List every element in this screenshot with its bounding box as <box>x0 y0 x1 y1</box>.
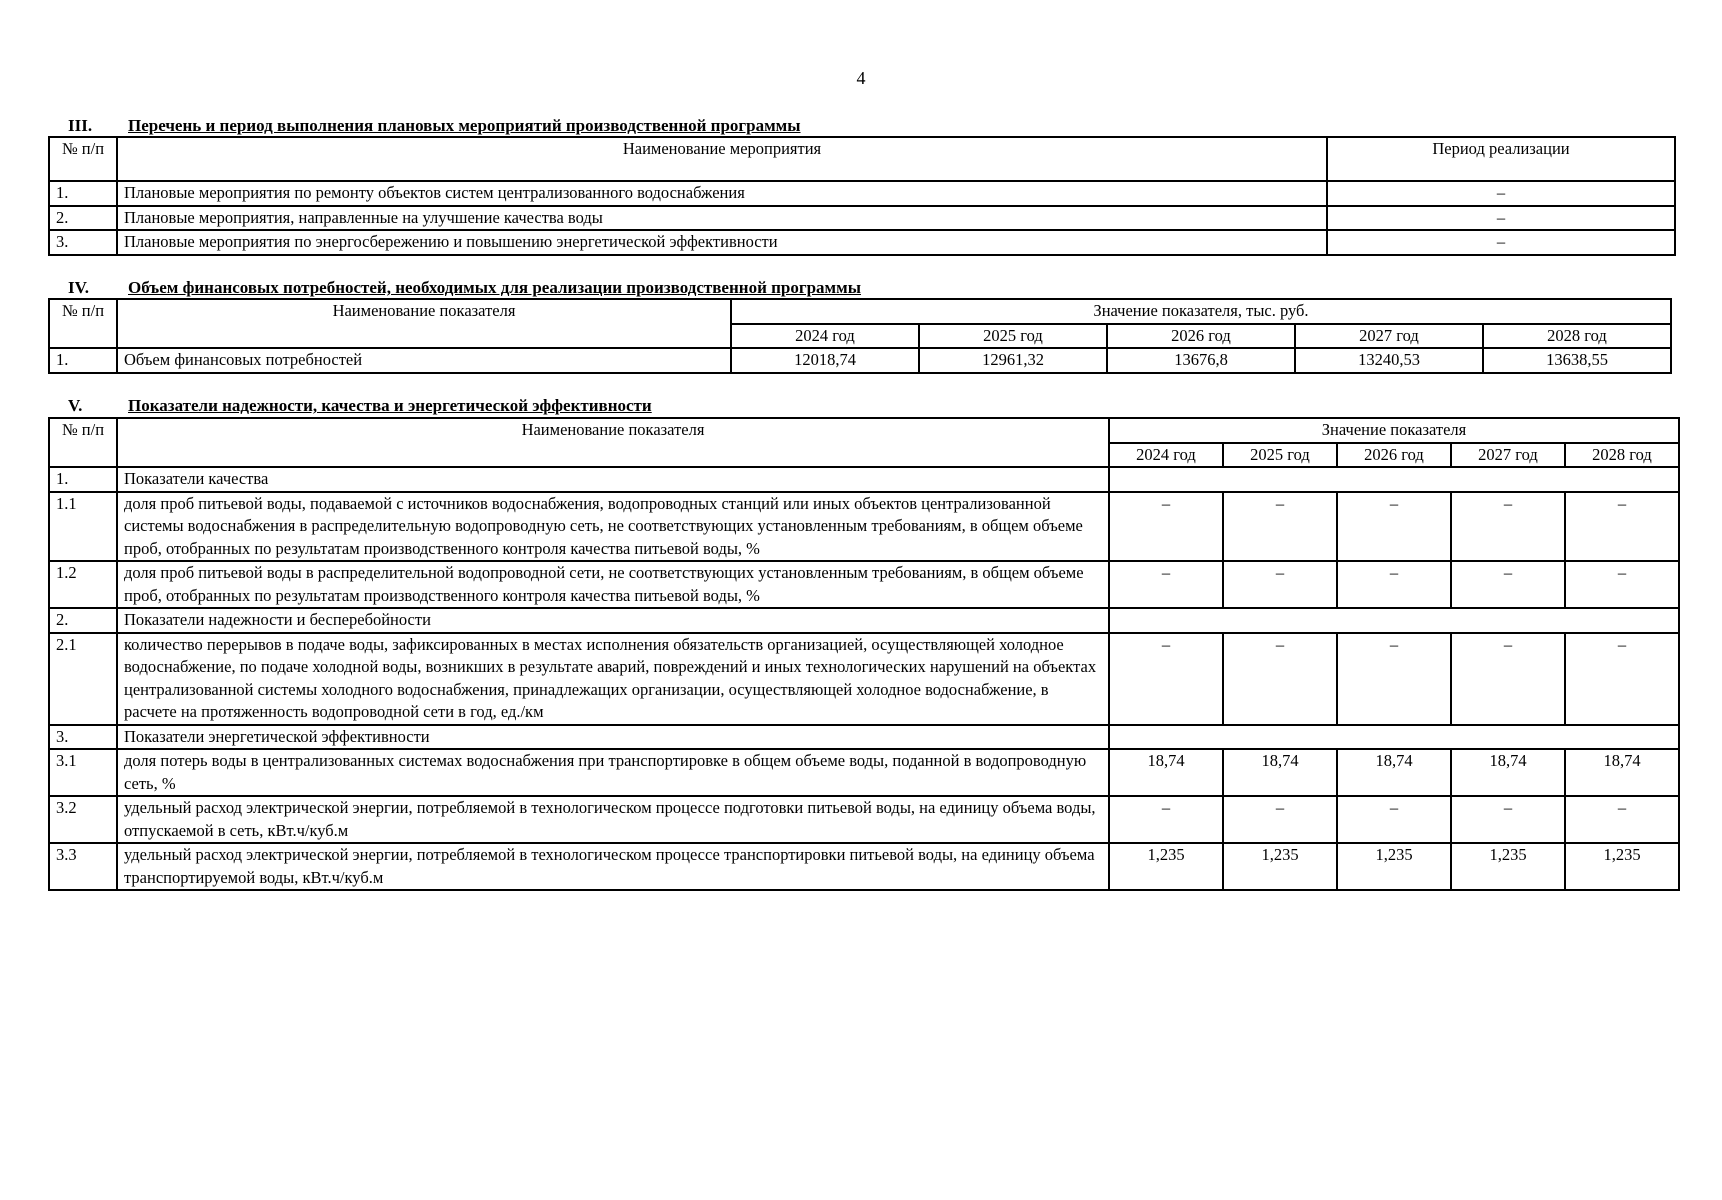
row-value: – <box>1109 796 1223 843</box>
header-value: Значение показателя, тыс. руб. <box>731 299 1671 324</box>
table-row <box>49 749 1679 796</box>
row-value: – <box>1337 492 1451 562</box>
row-num: 2. <box>49 206 117 231</box>
group-value-cell <box>1109 725 1679 750</box>
row-value: – <box>1451 633 1565 725</box>
header-period: Период реализации <box>1327 137 1675 181</box>
row-name: Показатели энергетической эффективности <box>117 725 1109 750</box>
row-period: – <box>1327 181 1675 206</box>
row-value: 18,74 <box>1109 749 1223 796</box>
row-value: – <box>1109 561 1223 608</box>
table-row <box>49 181 1675 206</box>
section-4-heading <box>68 278 861 298</box>
row-value: 1,235 <box>1565 843 1679 890</box>
row-value: 12018,74 <box>731 348 919 373</box>
row-value: – <box>1223 796 1337 843</box>
row-num: 3.2 <box>49 796 117 843</box>
row-value: 18,74 <box>1565 749 1679 796</box>
header-num: № п/п <box>49 137 117 181</box>
row-value: – <box>1223 492 1337 562</box>
row-name: Плановые мероприятия, направленные на улучшение качества воды <box>117 206 1327 231</box>
row-value: – <box>1109 633 1223 725</box>
header-num: № п/п <box>49 418 117 467</box>
row-value: 1,235 <box>1451 843 1565 890</box>
row-num: 1. <box>49 467 117 492</box>
header-name: Наименование мероприятия <box>117 137 1327 181</box>
table-row <box>49 561 1679 608</box>
row-name: удельный расход электрической энергии, потребляемой в технологическом процессе подготовки питьевой воды, на единицу объема воды, отпускаемой в сеть, кВт.ч/куб.м <box>117 796 1109 843</box>
row-value: – <box>1337 633 1451 725</box>
header-value: Значение показателя <box>1109 418 1679 443</box>
header-year: 2027 год <box>1451 443 1565 468</box>
row-name: доля проб питьевой воды в распределительной водопроводной сети, не соответствующих установленным требованиям, в общем объеме проб, отобранных по результатам производственного контроля качества питьевой воды, % <box>117 561 1109 608</box>
row-value: – <box>1337 561 1451 608</box>
group-value-cell <box>1109 608 1679 633</box>
row-value: 12961,32 <box>919 348 1107 373</box>
section-3-heading <box>68 116 801 136</box>
section-4-title: Объем финансовых потребностей, необходимых для реализации производственной программы <box>128 278 861 297</box>
row-num: 1. <box>49 181 117 206</box>
row-name: Плановые мероприятия по ремонту объектов систем централизованного водоснабжения <box>117 181 1327 206</box>
section-5-heading <box>68 396 652 416</box>
table-row <box>49 796 1679 843</box>
row-value: – <box>1223 633 1337 725</box>
row-num: 1.1 <box>49 492 117 562</box>
header-year: 2028 год <box>1565 443 1679 468</box>
row-num: 2. <box>49 608 117 633</box>
row-value: – <box>1451 492 1565 562</box>
group-row <box>49 725 1679 750</box>
table-row <box>49 492 1679 562</box>
row-period: – <box>1327 206 1675 231</box>
row-value: 1,235 <box>1223 843 1337 890</box>
row-value: – <box>1565 633 1679 725</box>
row-value: 18,74 <box>1337 749 1451 796</box>
header-year: 2025 год <box>1223 443 1337 468</box>
header-year: 2024 год <box>731 324 919 349</box>
row-name: количество перерывов в подаче воды, зафиксированных в местах исполнения обязательств организацией, осуществляющей холодное водоснабжение, по подаче холодной воды, возникших в результате аварий, повреждений и иных технологических нарушений на объектах централизованной системы холодного водоснабжения, принадлежащих организации, осуществляющей холодное водоснабжение, в расчете на протяженность водопроводной сети в год, ед./км <box>117 633 1109 725</box>
group-row <box>49 467 1679 492</box>
header-num: № п/п <box>49 299 117 348</box>
row-num: 1. <box>49 348 117 373</box>
section-3-table <box>48 136 1676 256</box>
header-year: 2026 год <box>1337 443 1451 468</box>
row-period: – <box>1327 230 1675 255</box>
table-row <box>49 348 1671 373</box>
section-5-roman: V. <box>68 396 83 415</box>
header-year: 2026 год <box>1107 324 1295 349</box>
row-name: Плановые мероприятия по энергосбережению и повышению энергетической эффективности <box>117 230 1327 255</box>
row-num: 1.2 <box>49 561 117 608</box>
row-value: – <box>1565 492 1679 562</box>
row-num: 3.3 <box>49 843 117 890</box>
row-num: 3. <box>49 725 117 750</box>
header-year: 2028 год <box>1483 324 1671 349</box>
row-value: – <box>1565 561 1679 608</box>
row-value: – <box>1565 796 1679 843</box>
table-row <box>49 230 1675 255</box>
row-value: – <box>1451 561 1565 608</box>
row-value: – <box>1223 561 1337 608</box>
header-year: 2024 год <box>1109 443 1223 468</box>
section-3-roman: III. <box>68 116 93 135</box>
table-row <box>49 206 1675 231</box>
header-name: Наименование показателя <box>117 418 1109 467</box>
row-num: 2.1 <box>49 633 117 725</box>
row-value: – <box>1337 796 1451 843</box>
section-3-title: Перечень и период выполнения плановых мероприятий производственной программы <box>128 116 801 135</box>
row-value: 1,235 <box>1337 843 1451 890</box>
row-name: Объем финансовых потребностей <box>117 348 731 373</box>
page-number: 4 <box>856 68 866 88</box>
row-value: 1,235 <box>1109 843 1223 890</box>
row-name: доля потерь воды в централизованных системах водоснабжения при транспортировке в общем объеме воды, поданной в водопроводную сеть, % <box>117 749 1109 796</box>
row-name: удельный расход электрической энергии, потребляемой в технологическом процессе транспортировки питьевой воды, на единицу объема транспортируемой воды, кВт.ч/куб.м <box>117 843 1109 890</box>
row-name: Показатели качества <box>117 467 1109 492</box>
section-5-table <box>48 417 1680 891</box>
row-num: 3.1 <box>49 749 117 796</box>
header-year: 2025 год <box>919 324 1107 349</box>
section-5-title: Показатели надежности, качества и энергетической эффективности <box>128 396 652 415</box>
table-row <box>49 843 1679 890</box>
row-name: доля проб питьевой воды, подаваемой с источников водоснабжения, водопроводных станций или иных объектов централизованной системы водоснабжения в распределительную водопроводную сеть, не соответствующих установленным требованиям, в общем объеме проб, отобранных по результатам производственного контроля качества питьевой воды, % <box>117 492 1109 562</box>
row-value: – <box>1109 492 1223 562</box>
header-year: 2027 год <box>1295 324 1483 349</box>
group-value-cell <box>1109 467 1679 492</box>
table-row <box>49 633 1679 725</box>
row-value: 13240,53 <box>1295 348 1483 373</box>
row-name: Показатели надежности и бесперебойности <box>117 608 1109 633</box>
row-value: 18,74 <box>1451 749 1565 796</box>
group-row <box>49 608 1679 633</box>
row-value: 13638,55 <box>1483 348 1671 373</box>
row-value: 18,74 <box>1223 749 1337 796</box>
row-value: 13676,8 <box>1107 348 1295 373</box>
header-name: Наименование показателя <box>117 299 731 348</box>
section-4-table <box>48 298 1672 374</box>
section-4-roman: IV. <box>68 278 89 297</box>
row-value: – <box>1451 796 1565 843</box>
row-num: 3. <box>49 230 117 255</box>
